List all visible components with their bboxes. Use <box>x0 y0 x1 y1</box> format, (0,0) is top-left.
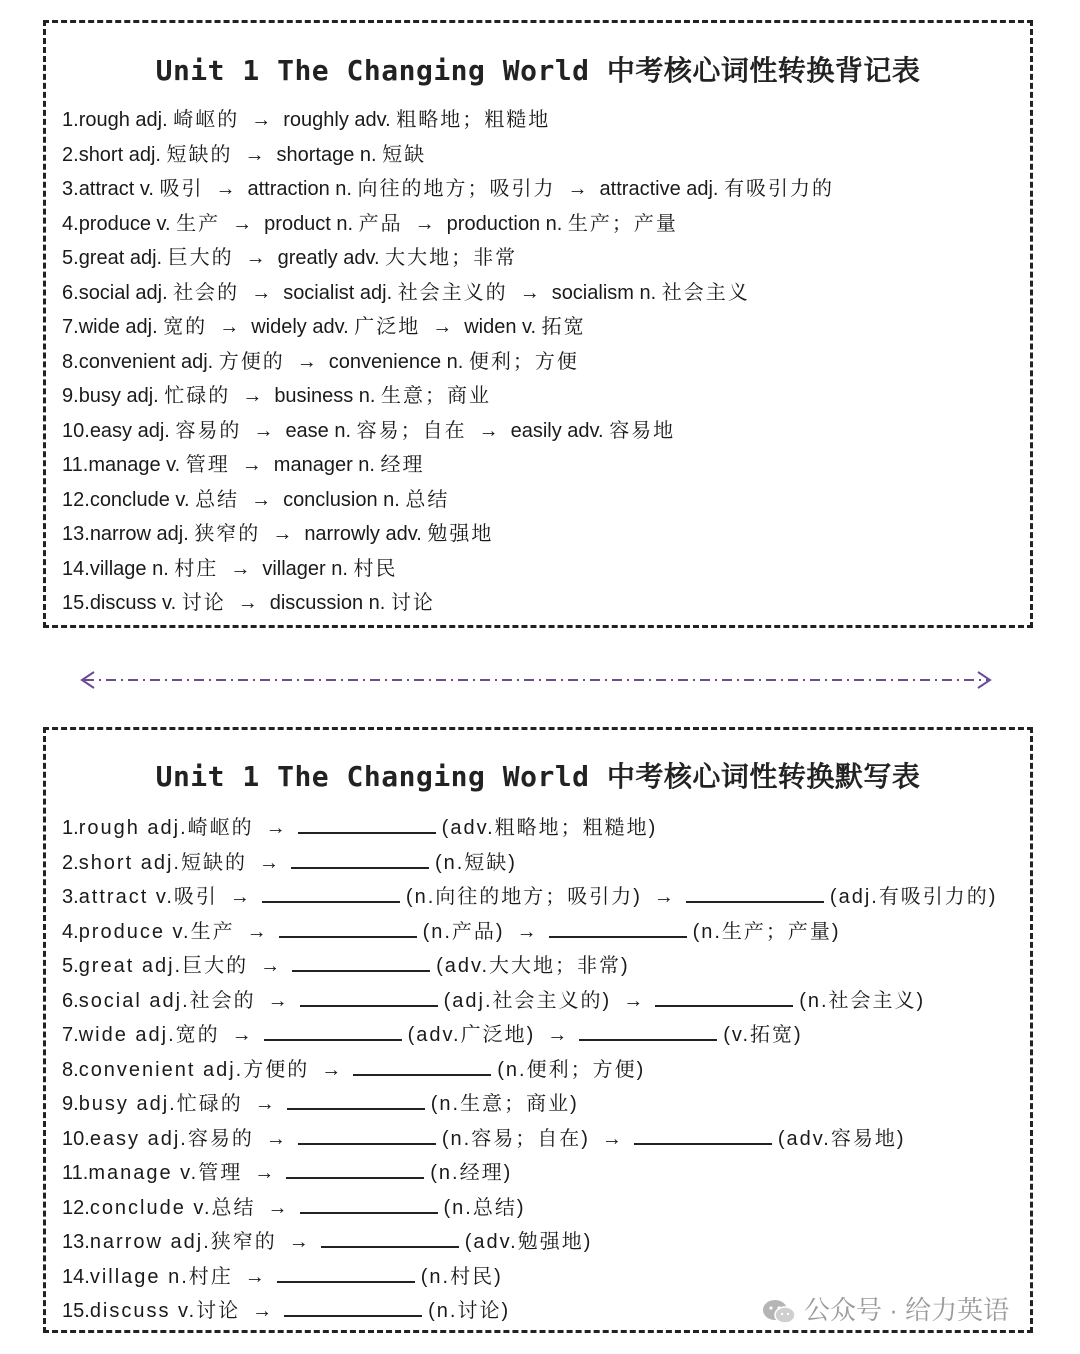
memorize-row <box>62 345 1020 380</box>
arrow-icon: → <box>241 454 262 476</box>
memorize-row <box>62 414 1020 449</box>
word-meaning: 村庄 <box>174 557 219 580</box>
arrow-icon: → <box>288 1231 309 1253</box>
word-meaning: 狭窄的 <box>194 523 261 545</box>
row-number: 9. <box>62 385 79 407</box>
dictation-title: Unit 1 The Changing World 中考核心词性转换默写表 <box>155 760 921 793</box>
word-meaning: 宽的 <box>163 316 208 338</box>
arrow-icon: → <box>432 316 453 338</box>
row-number: 8. <box>62 350 79 373</box>
arrow-icon: → <box>237 592 258 614</box>
arrow-icon: → <box>265 1127 286 1150</box>
word-hint: (n.村民) <box>420 1265 503 1288</box>
answer-blank[interactable] <box>279 914 417 938</box>
word-meaning: 村民 <box>353 557 398 580</box>
row-number: 3. <box>62 178 79 200</box>
dictation-row <box>62 1190 1020 1225</box>
word-form: narrowly adv. <box>304 523 422 545</box>
row-number: 5. <box>62 955 79 977</box>
word-head: manage v.管理 <box>88 1162 243 1184</box>
word-form: ease n. <box>285 419 352 442</box>
word-hint: (adv.容易地) <box>777 1127 906 1150</box>
word-form: conclude v. <box>89 488 190 511</box>
memorize-row <box>62 310 1020 345</box>
word-form: socialist adj. <box>283 281 393 304</box>
arrow-icon: → <box>478 419 499 442</box>
row-number: 8. <box>62 1058 79 1081</box>
arrow-icon: → <box>244 143 265 166</box>
arrow-icon: → <box>254 1093 275 1115</box>
word-hint: (v.拓宽) <box>723 1024 803 1046</box>
word-form: wide adj. <box>78 316 158 338</box>
arrow-icon: → <box>219 316 240 338</box>
word-form: production n. <box>446 212 563 235</box>
word-hint: (adv.大大地；非常) <box>436 955 630 977</box>
row-number: 13. <box>62 523 90 545</box>
arrow-icon: → <box>252 1300 273 1322</box>
arrow-icon: → <box>251 109 272 131</box>
word-form: conclusion n. <box>283 488 400 511</box>
arrow-icon: → <box>623 989 644 1012</box>
word-hint: (adv.粗略地；粗糙地) <box>441 817 658 839</box>
arrow-icon: → <box>296 350 317 373</box>
arrow-icon: → <box>519 281 540 304</box>
row-number: 3. <box>62 886 79 908</box>
word-meaning: 讨论 <box>390 592 435 614</box>
memorize-row <box>62 138 1020 173</box>
memorize-row <box>62 517 1020 552</box>
word-meaning: 广泛地 <box>354 316 421 338</box>
answer-blank[interactable] <box>277 1259 415 1283</box>
watermark <box>762 1290 1009 1330</box>
word-head: short adj.短缺的 <box>78 851 247 874</box>
row-number: 13. <box>62 1231 90 1253</box>
arrow-icon: → <box>321 1058 342 1081</box>
word-meaning: 社会主义的 <box>397 281 508 304</box>
arrow-icon: → <box>242 385 263 407</box>
row-number: 4. <box>62 920 79 943</box>
memorize-rows <box>62 103 1020 621</box>
word-head: social adj.社会的 <box>78 989 256 1012</box>
word-form: roughly adv. <box>283 109 391 131</box>
word-meaning: 管理 <box>185 454 230 476</box>
memorize-table <box>43 20 1033 628</box>
memorize-row <box>62 483 1020 518</box>
memorize-row <box>62 379 1020 414</box>
memorize-row <box>62 552 1020 587</box>
word-meaning: 巨大的 <box>167 247 234 269</box>
word-head: conclude v.总结 <box>89 1196 256 1219</box>
word-hint: (n.产品) <box>422 920 505 943</box>
word-form: discuss v. <box>89 592 177 614</box>
answer-blank[interactable] <box>321 1224 459 1248</box>
word-form: narrow adj. <box>89 523 189 545</box>
word-form: village n. <box>89 557 169 580</box>
word-form: attraction n. <box>247 178 352 200</box>
arrow-icon: → <box>231 1024 252 1046</box>
word-meaning: 短缺 <box>382 143 427 166</box>
word-hint: (n.经理) <box>430 1162 513 1184</box>
word-meaning: 短缺的 <box>166 143 233 166</box>
dictation-row <box>62 1052 1020 1087</box>
word-meaning: 生产；产量 <box>567 212 678 235</box>
answer-blank[interactable] <box>300 983 438 1007</box>
word-meaning: 有吸引力的 <box>724 178 835 200</box>
word-hint: (adj.有吸引力的) <box>829 886 998 908</box>
section-divider <box>76 666 996 694</box>
word-meaning: 便利；方便 <box>468 350 579 373</box>
row-number: 11. <box>62 1162 89 1184</box>
word-form: shortage n. <box>276 143 377 166</box>
word-form: easy adj. <box>89 419 170 442</box>
word-hint: (adj.社会主义的) <box>443 989 612 1012</box>
word-form: great adj. <box>78 247 163 269</box>
word-meaning: 忙碌的 <box>164 385 231 407</box>
word-form: social adj. <box>78 281 168 304</box>
word-meaning: 拓宽 <box>541 316 586 338</box>
word-head: convenient adj.方便的 <box>78 1058 310 1081</box>
row-number: 14. <box>62 1265 90 1288</box>
word-meaning: 容易的 <box>175 419 242 442</box>
row-number: 4. <box>62 212 79 235</box>
row-number: 15. <box>62 1300 90 1322</box>
word-head: narrow adj.狭窄的 <box>89 1231 277 1253</box>
row-number: 14. <box>62 557 90 580</box>
word-hint: (n.生意；商业) <box>430 1093 579 1115</box>
word-form: product n. <box>264 212 354 235</box>
word-meaning: 大大地；非常 <box>385 247 518 269</box>
word-form: greatly adv. <box>277 247 380 269</box>
row-number: 15. <box>62 592 90 614</box>
dictation-row <box>62 845 1020 880</box>
double-arrow-divider-icon <box>76 666 996 694</box>
word-meaning: 崎岖的 <box>173 109 240 131</box>
arrow-icon: → <box>230 557 251 580</box>
dictation-row <box>62 983 1020 1018</box>
word-meaning: 社会主义 <box>661 281 750 304</box>
word-form: manage v. <box>88 454 181 476</box>
memorize-row <box>62 448 1020 483</box>
arrow-icon: → <box>567 178 588 200</box>
word-form: manager n. <box>273 454 375 476</box>
dictation-rows <box>62 810 1020 1328</box>
answer-blank[interactable] <box>287 1086 425 1110</box>
answer-blank[interactable] <box>634 1121 772 1145</box>
arrow-icon: → <box>272 523 293 545</box>
arrow-icon: → <box>246 920 267 943</box>
word-form: short adj. <box>78 143 161 166</box>
dictation-row <box>62 1121 1020 1156</box>
word-meaning: 方便的 <box>218 350 285 373</box>
answer-blank[interactable] <box>291 845 429 869</box>
memorize-row <box>62 172 1020 207</box>
row-number: 12. <box>62 1196 90 1219</box>
word-form: busy adj. <box>78 385 159 407</box>
arrow-icon: → <box>260 955 281 977</box>
word-meaning: 容易地 <box>609 419 676 442</box>
row-number: 7. <box>62 316 79 338</box>
word-head: produce v.生产 <box>78 920 235 943</box>
row-number: 9. <box>62 1093 79 1115</box>
word-hint: (n.社会主义) <box>799 989 926 1012</box>
answer-blank[interactable] <box>353 1052 491 1076</box>
arrow-icon: → <box>265 817 286 839</box>
word-hint: (n.向往的地方；吸引力) <box>405 886 642 908</box>
word-meaning: 吸引 <box>159 178 204 200</box>
row-number: 5. <box>62 247 79 269</box>
arrow-icon: → <box>254 1162 275 1184</box>
word-form: easily adv. <box>510 419 604 442</box>
word-head: discuss v.讨论 <box>89 1300 241 1322</box>
row-number: 10. <box>62 1127 90 1150</box>
answer-blank[interactable] <box>300 1190 438 1214</box>
answer-blank[interactable] <box>579 1017 717 1041</box>
word-meaning: 总结 <box>405 488 450 511</box>
arrow-icon: → <box>547 1024 568 1046</box>
word-meaning: 生意；商业 <box>381 385 492 407</box>
word-hint: (adv.广泛地) <box>407 1024 536 1046</box>
arrow-icon: → <box>229 886 250 908</box>
arrow-icon: → <box>251 281 272 304</box>
row-number: 1. <box>62 109 79 131</box>
word-hint: (adv.勉强地) <box>464 1231 593 1253</box>
arrow-icon: → <box>245 247 266 269</box>
arrow-icon: → <box>232 212 253 235</box>
dictation-row <box>62 1086 1020 1121</box>
memorize-row <box>62 103 1020 138</box>
word-meaning: 容易；自在 <box>356 419 467 442</box>
word-head: rough adj.崎岖的 <box>78 817 254 839</box>
word-form: convenient adj. <box>78 350 214 373</box>
word-meaning: 向往的地方；吸引力 <box>357 178 556 200</box>
arrow-icon: → <box>267 989 288 1012</box>
memorize-row <box>62 207 1020 242</box>
dictation-table <box>43 727 1033 1333</box>
memorize-row <box>62 241 1020 276</box>
row-number: 7. <box>62 1024 79 1046</box>
row-number: 11. <box>62 454 89 476</box>
word-meaning: 产品 <box>358 212 403 235</box>
arrow-icon: → <box>601 1127 622 1150</box>
dictation-row <box>62 1155 1020 1190</box>
answer-blank[interactable] <box>298 810 436 834</box>
word-form: socialism n. <box>551 281 657 304</box>
answer-blank[interactable] <box>655 983 793 1007</box>
dictation-row <box>62 810 1020 845</box>
word-hint: (n.容易；自在) <box>441 1127 590 1150</box>
row-number: 6. <box>62 281 79 304</box>
memorize-row <box>62 276 1020 311</box>
word-form: convenience n. <box>328 350 464 373</box>
word-hint: (n.生产；产量) <box>692 920 841 943</box>
word-hint: (n.总结) <box>443 1196 526 1219</box>
answer-blank[interactable] <box>286 1155 424 1179</box>
answer-blank[interactable] <box>292 948 430 972</box>
word-form: attractive adj. <box>599 178 719 200</box>
dictation-row <box>62 914 1020 949</box>
word-head: village n.村庄 <box>89 1265 233 1288</box>
word-head: attract v.吸引 <box>78 886 218 908</box>
word-meaning: 生产 <box>176 212 221 235</box>
row-number: 1. <box>62 817 79 839</box>
row-number: 10. <box>62 419 90 442</box>
word-meaning: 讨论 <box>181 592 226 614</box>
arrow-icon: → <box>267 1196 288 1219</box>
memorize-title: Unit 1 The Changing World 中考核心词性转换背记表 <box>155 54 921 87</box>
word-form: widen v. <box>464 316 537 338</box>
row-number: 12. <box>62 488 90 511</box>
word-form: discussion n. <box>269 592 386 614</box>
row-number: 2. <box>62 143 79 166</box>
word-head: wide adj.宽的 <box>78 1024 220 1046</box>
arrow-icon: → <box>251 488 272 511</box>
arrow-icon: → <box>258 851 279 874</box>
row-number: 2. <box>62 851 79 874</box>
answer-blank[interactable] <box>262 879 400 903</box>
dictation-row <box>62 879 1020 914</box>
word-form: rough adj. <box>78 109 168 131</box>
word-hint: (n.便利；方便) <box>497 1058 646 1081</box>
word-head: great adj.巨大的 <box>78 955 249 977</box>
answer-blank[interactable] <box>549 914 687 938</box>
word-form: widely adv. <box>251 316 349 338</box>
word-meaning: 勉强地 <box>427 523 494 545</box>
answer-blank[interactable] <box>298 1121 436 1145</box>
dictation-row <box>62 1259 1020 1294</box>
dictation-row <box>62 948 1020 983</box>
word-form: produce v. <box>78 212 171 235</box>
word-meaning: 社会的 <box>173 281 240 304</box>
arrow-icon: → <box>653 886 674 908</box>
arrow-icon: → <box>516 920 537 943</box>
answer-blank[interactable] <box>284 1293 422 1317</box>
word-form: villager n. <box>262 557 348 580</box>
watermark-text: 公众号 · 给力英语 <box>804 1295 1010 1325</box>
memorize-row <box>62 586 1020 621</box>
wechat-icon <box>762 1298 796 1326</box>
arrow-icon: → <box>244 1265 265 1288</box>
word-meaning: 粗略地；粗糙地 <box>396 109 551 131</box>
word-meaning: 经理 <box>380 454 425 476</box>
arrow-icon: → <box>215 178 236 200</box>
word-meaning: 总结 <box>195 488 240 511</box>
answer-blank[interactable] <box>686 879 824 903</box>
word-head: busy adj.忙碌的 <box>78 1093 243 1115</box>
word-form: business n. <box>274 385 376 407</box>
word-hint: (n.短缺) <box>434 851 517 874</box>
dictation-row <box>62 1224 1020 1259</box>
dictation-row <box>62 1017 1020 1052</box>
arrow-icon: → <box>414 212 435 235</box>
word-hint: (n.讨论) <box>428 1300 511 1322</box>
answer-blank[interactable] <box>264 1017 402 1041</box>
arrow-icon: → <box>253 419 274 442</box>
row-number: 6. <box>62 989 79 1012</box>
word-form: attract v. <box>78 178 154 200</box>
word-head: easy adj.容易的 <box>89 1127 254 1150</box>
